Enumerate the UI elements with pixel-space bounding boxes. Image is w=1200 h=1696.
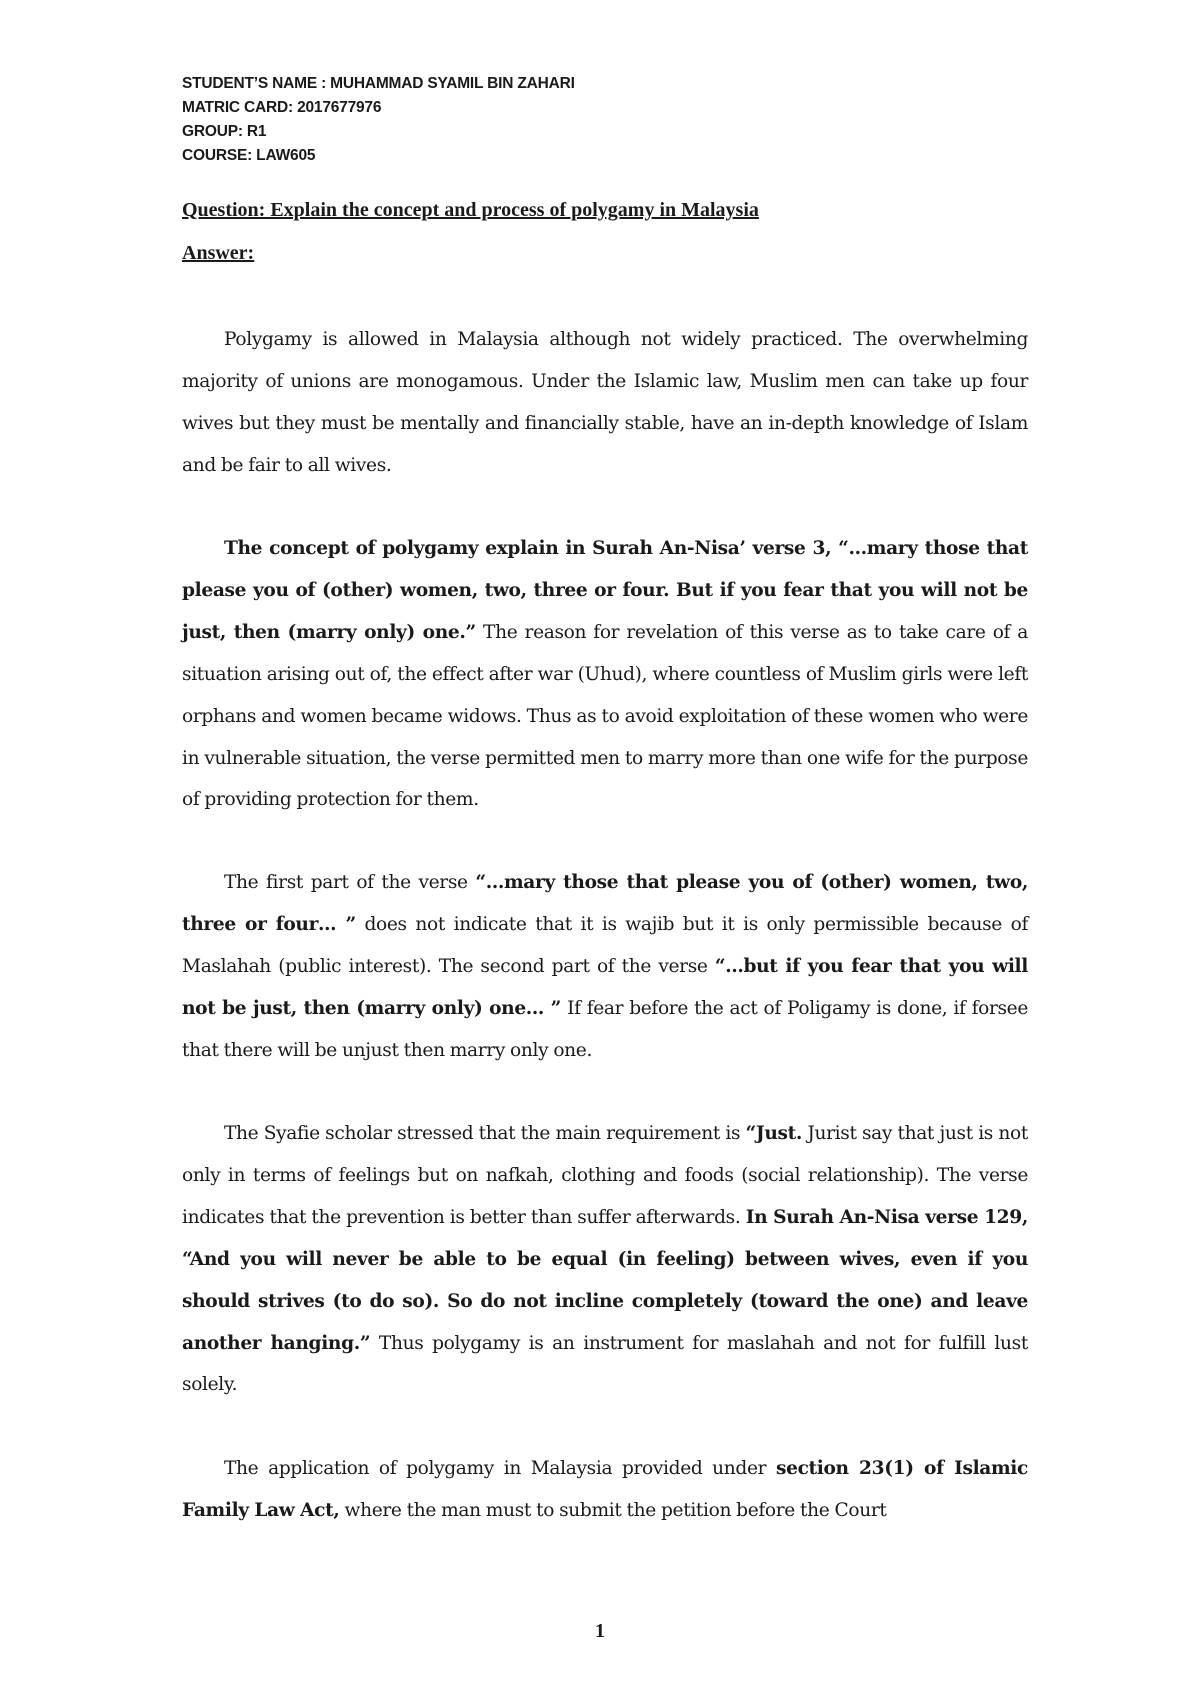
paragraph-syafie (182, 1113, 1028, 1406)
paragraph-intro (182, 319, 1028, 487)
paragraph-text: The reason for revelation of this verse as to take care of a situation arising out of, the effect after war (Uhud), where countless of Muslim girls were left orphans and women became widows. Thus as to avoid exploitation of these women who were in vulnerable situation, the verse permitted men to marry more than one wife for the purpose of providing protection for them. (182, 621, 1028, 811)
quoted-verse: “…but if you fear that you will not be just, then (marry only) one… ” (182, 955, 1028, 1019)
matric-card: MATRIC CARD: 2017677976 (182, 99, 382, 116)
paragraph-text: The Syafie scholar stressed that the main requirement is (224, 1123, 746, 1144)
answer-label: Answer: (182, 242, 255, 264)
page-number: 1 (595, 1620, 605, 1642)
course: COURSE: LAW605 (182, 147, 316, 164)
group: GROUP: R1 (182, 123, 267, 140)
paragraph-text: If fear before the act of Poligamy is done, if forsee that there will be unjust then marry only one. (182, 997, 1028, 1061)
paragraph-text: Jurist say that just is not only in terms of feelings but on nafkah, clothing and foods (social relationship). The verse indicates that the prevention is better than suffer afterwards. (182, 1123, 1028, 1228)
paragraph-text: The application of polygamy in Malaysia provided under (224, 1458, 776, 1479)
quoted-verse: The concept of polygamy explain in Surah An-Nisa’ verse 3, “…mary those that please you of (other) women, two, three or four. But if you fear that you will not be just, then (marry only) one.” (182, 538, 1028, 643)
quoted-verse: In Surah An-Nisa verse 129, “And you will never be able to be equal (in feeling) between wives, even if you should strives (to do so). So do not incline completely (toward the one) and leave another hanging.” (182, 1206, 1028, 1354)
paragraph-text: Polygamy is allowed in Malaysia although not widely practiced. The overwhelming majority of unions are monogamous. Under the Islamic law, Muslim men can take up four wives but they must be mentally and financially stable, have an in-depth knowledge of Islam and be fair to all wives. (182, 329, 1028, 476)
paragraph-text: does not indicate that it is wajib but it is only permissible because of Maslahah (public interest). The second part of the verse (182, 913, 1028, 977)
student-name: STUDENT’S NAME : MUHAMMAD SYAMIL BIN ZAHARI (182, 75, 575, 92)
emphasis: “Just. (745, 1123, 802, 1144)
paragraph-concept (182, 528, 1028, 821)
paragraph-text: where the man must to submit the petition before the Court (339, 1499, 887, 1521)
paragraph-application (182, 1448, 1028, 1532)
paragraph-verse-parts (182, 862, 1028, 1072)
paragraph-text: Thus polygamy is an instrument for maslahah and not for fulfill lust solely. (182, 1332, 1028, 1396)
paragraph-text: The first part of the verse (224, 872, 476, 893)
statute-reference: section 23(1) of Islamic Family Law Act, (182, 1458, 1028, 1521)
quoted-verse: “…mary those that please you of (other) women, two, three or four… ” (182, 872, 1029, 935)
question-heading: Question: Explain the concept and process of polygamy in Malaysia (182, 199, 759, 221)
student-info-header (182, 72, 575, 168)
